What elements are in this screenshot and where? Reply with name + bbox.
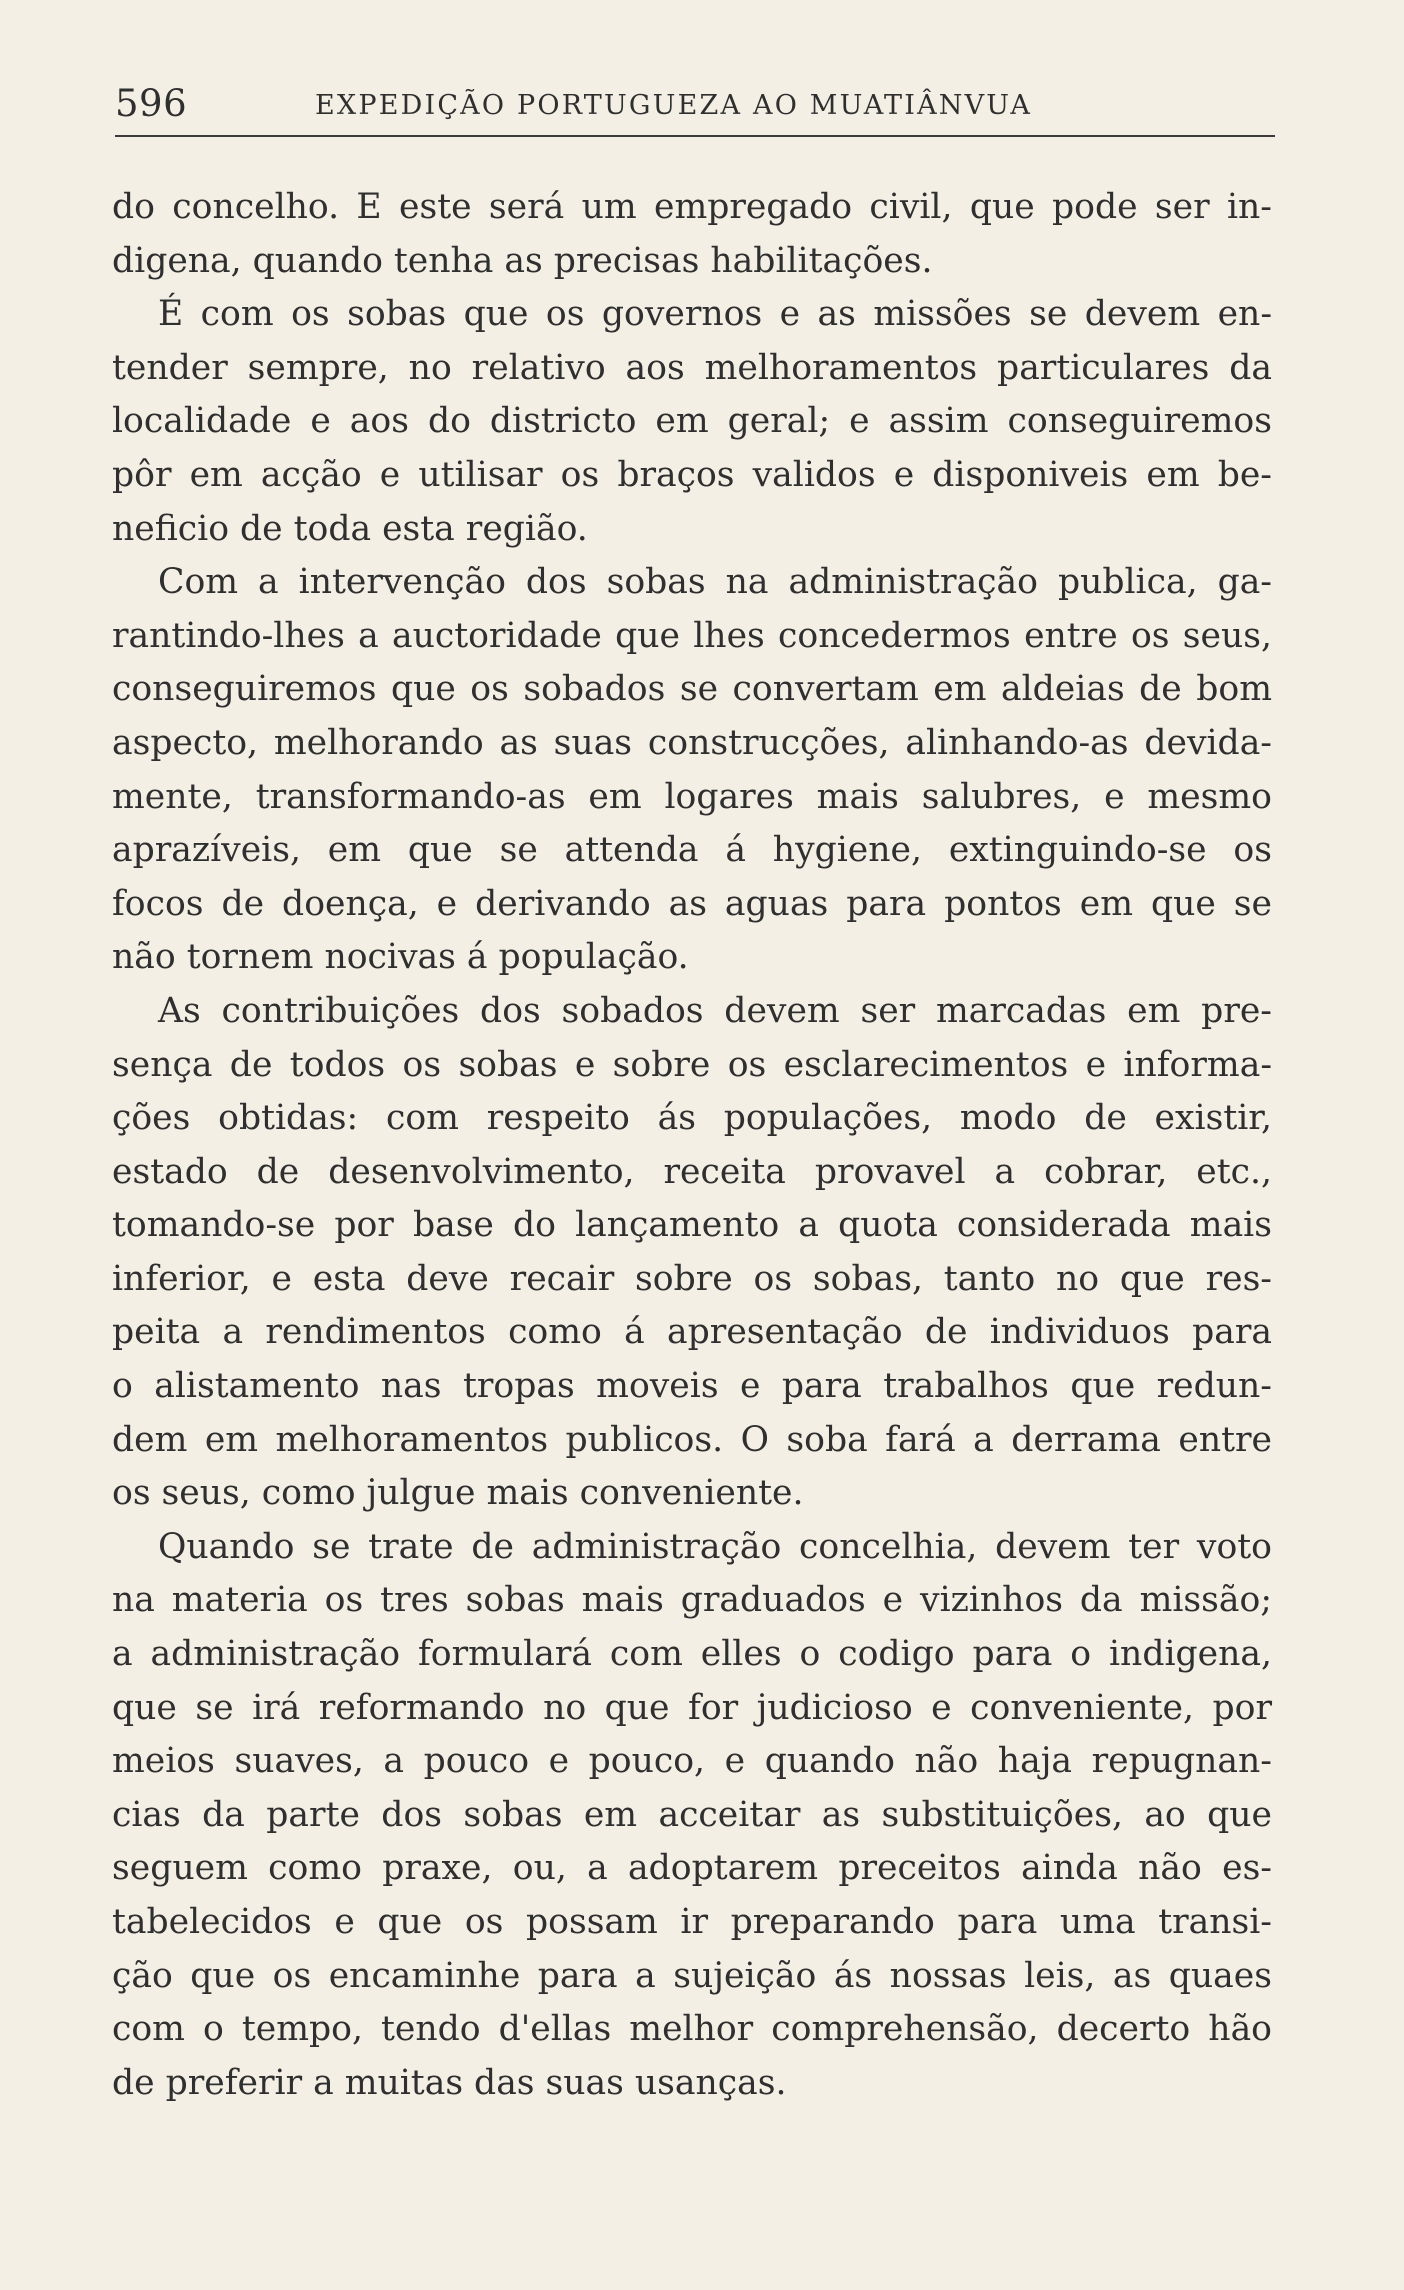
- page-number: 596: [115, 82, 188, 125]
- text-line: localidade e aos do districto em geral; e assim conseguiremos: [112, 401, 1272, 442]
- text-line: sença de todos os sobas e sobre os esclarecimentos e informa-: [112, 1044, 1272, 1085]
- text-line: ções obtidas: com respeito ás populações, modo de existir,: [112, 1098, 1272, 1139]
- text-line: peita a rendimentos como á apresentação de individuos para: [112, 1312, 1272, 1353]
- body-text: [112, 181, 1272, 2110]
- text-line: meios suaves, a pouco e pouco, e quando não haja repugnan-: [112, 1741, 1272, 1782]
- text-line: que se irá reformando no que for judicioso e conveniente, por: [112, 1687, 1272, 1728]
- text-line: tender sempre, no relativo aos melhoramentos particulares da: [112, 347, 1272, 388]
- page-header: [115, 82, 1275, 132]
- text-line: de preferir a muitas das suas usanças.: [112, 2062, 787, 2103]
- text-line: focos de doença, e derivando as aguas para pontos em que se: [112, 883, 1272, 924]
- text-line: aspecto, melhorando as suas construcções, alinhando-as devida-: [112, 722, 1272, 763]
- text-line: Quando se trate de administração concelhia, devem ter voto: [158, 1526, 1272, 1567]
- text-line: estado de desenvolvimento, receita provavel a cobrar, etc.,: [112, 1151, 1272, 1192]
- text-line: inferior, e esta deve recair sobre os sobas, tanto no que res-: [112, 1258, 1272, 1299]
- text-line: seguem como praxe, ou, a adoptarem preceitos ainda não es-: [112, 1848, 1272, 1889]
- text-line: os seus, como julgue mais conveniente.: [112, 1473, 804, 1514]
- text-line: pôr em acção e utilisar os braços validos e disponiveis em be-: [112, 454, 1272, 495]
- text-line: na materia os tres sobas mais graduados e vizinhos da missão;: [112, 1580, 1272, 1621]
- text-line: digena, quando tenha as precisas habilitações.: [112, 240, 933, 281]
- text-line: É com os sobas que os governos e as missões se devem en-: [158, 294, 1272, 335]
- text-line: a administração formulará com elles o codigo para o indigena,: [112, 1634, 1272, 1675]
- header-rule: [115, 135, 1275, 137]
- text-line: dem em melhoramentos publicos. O soba fará a derrama entre: [112, 1419, 1272, 1460]
- paragraph-2: [112, 288, 1272, 556]
- text-line: não tornem nocivas á população.: [112, 937, 689, 978]
- text-line: ção que os encaminhe para a sujeição ás nossas leis, as quaes: [112, 1955, 1272, 1996]
- text-line: tomando-se por base do lançamento a quota considerada mais: [112, 1205, 1272, 1246]
- text-line: o alistamento nas tropas moveis e para trabalhos que redun-: [112, 1366, 1272, 1407]
- text-line: Com a intervenção dos sobas na administração publica, ga-: [158, 562, 1272, 603]
- text-line: aprazíveis, em que se attenda á hygiene, extinguindo-se os: [112, 830, 1272, 871]
- paragraph-4: [112, 985, 1272, 1521]
- paragraph-1: [112, 181, 1272, 288]
- text-line: tabelecidos e que os possam ir preparando para uma transi-: [112, 1902, 1272, 1942]
- text-line: cias da parte dos sobas em acceitar as substituições, ao que: [112, 1794, 1272, 1835]
- text-line: mente, transformando-as em logares mais salubres, e mesmo: [112, 776, 1272, 817]
- text-line: rantindo-lhes a auctoridade que lhes concedermos entre os seus,: [112, 615, 1272, 656]
- text-line: As contribuições dos sobados devem ser marcadas em pre-: [158, 990, 1272, 1031]
- text-line: neficio de toda esta região.: [112, 508, 588, 549]
- paragraph-3: [112, 556, 1272, 985]
- text-line: do concelho. E este será um empregado civil, que pode ser in-: [112, 187, 1272, 227]
- text-line: com o tempo, tendo d'ellas melhor comprehensão, decerto hão: [112, 2009, 1272, 2050]
- running-title: EXPEDIÇÃO PORTUGUEZA AO MUATIÂNVUA: [315, 90, 1033, 121]
- text-line: conseguiremos que os sobados se convertam em aldeias de bom: [112, 669, 1272, 710]
- paragraph-5: [112, 1521, 1272, 2111]
